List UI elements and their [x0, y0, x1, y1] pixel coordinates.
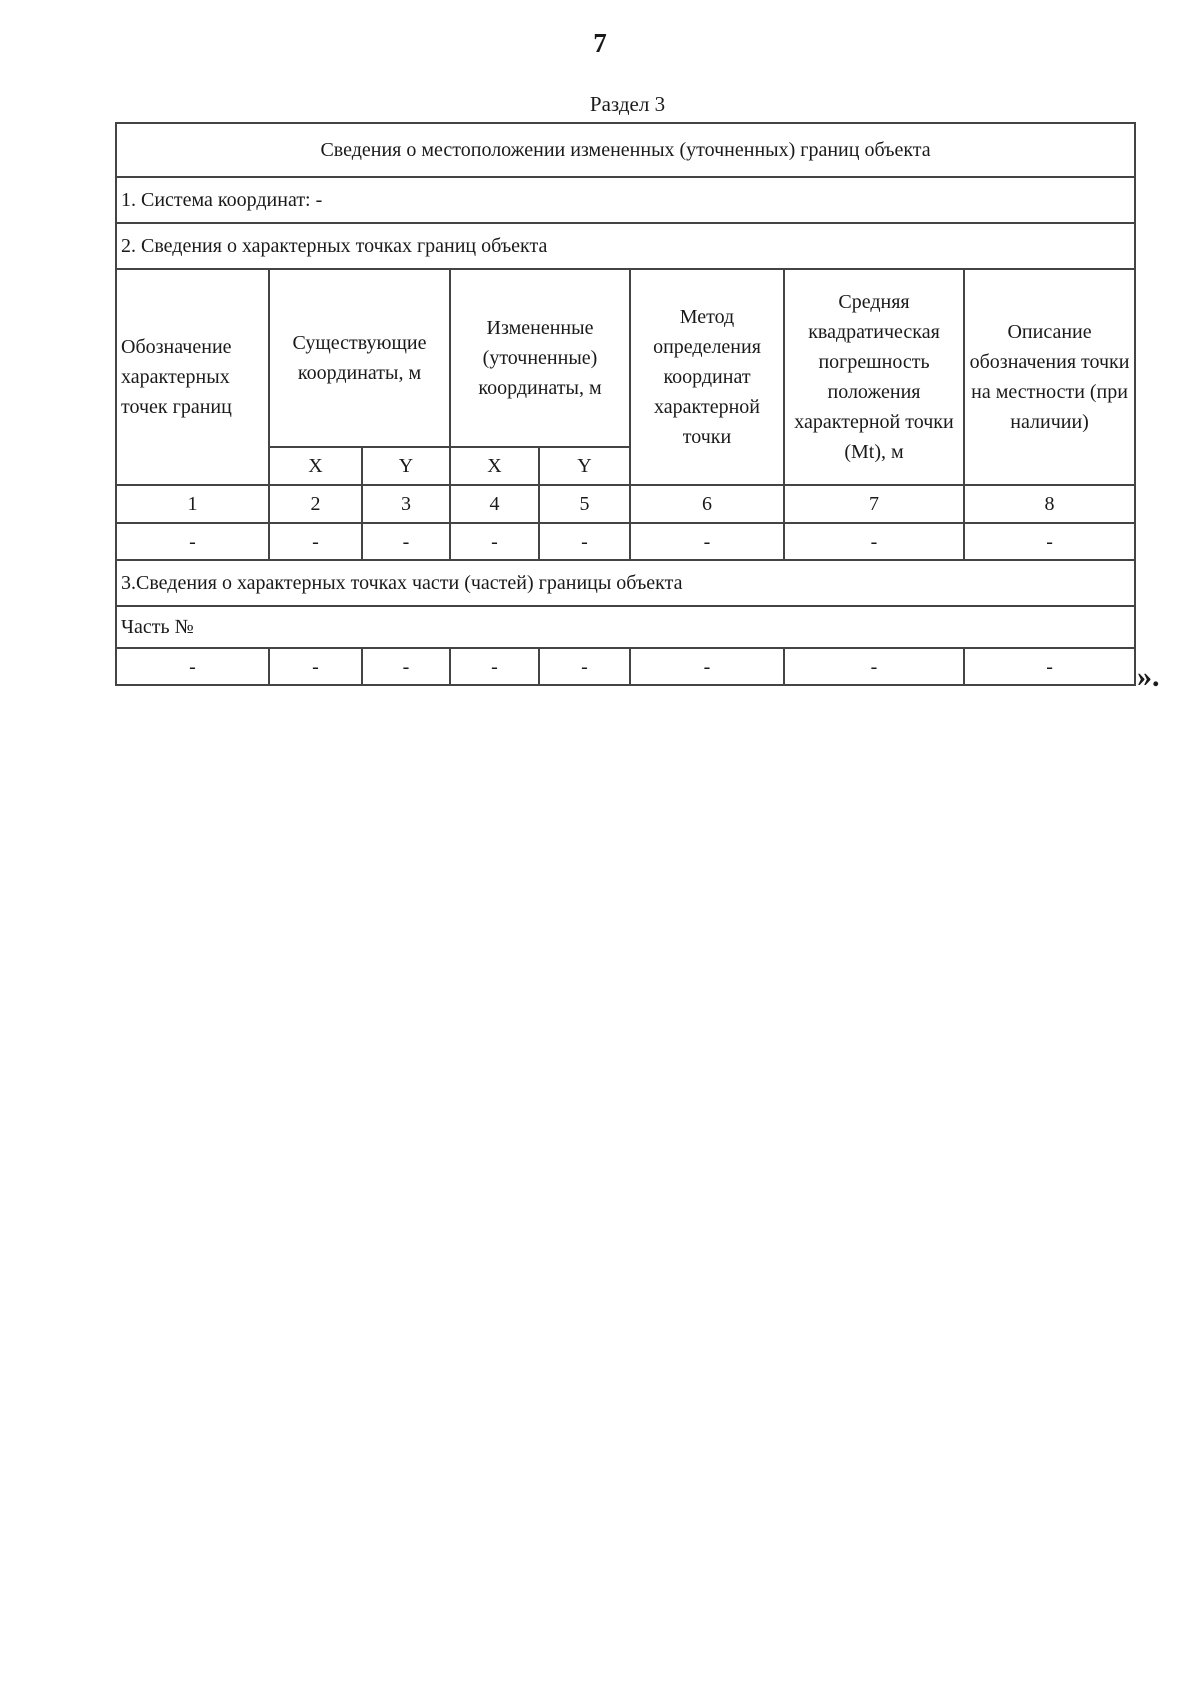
- page-number: 7: [593, 28, 607, 58]
- column-number: 2: [269, 485, 362, 523]
- table-cell: -: [116, 523, 269, 560]
- boundary-points-table: [115, 122, 1136, 686]
- table-cell: -: [116, 648, 269, 685]
- column-number: 5: [539, 485, 630, 523]
- table-cell: -: [964, 648, 1135, 685]
- table-cell: -: [964, 523, 1135, 560]
- column-number: 6: [630, 485, 784, 523]
- header-changed-coordinates: Измененные (уточненные) координаты, м: [450, 269, 630, 447]
- table-cell: -: [450, 648, 539, 685]
- table-cell: -: [269, 648, 362, 685]
- header-designation: Обозначение характерных точек границ: [116, 269, 269, 485]
- section-title: Раздел 3: [589, 92, 666, 116]
- column-number: 8: [964, 485, 1135, 523]
- table-cell: -: [630, 648, 784, 685]
- header-changed-y: Y: [539, 447, 630, 485]
- column-number: 4: [450, 485, 539, 523]
- table-cell: -: [362, 523, 450, 560]
- column-number: 7: [784, 485, 964, 523]
- part-number-row: Часть №: [116, 606, 1135, 648]
- closing-quote-mark: ».: [1137, 660, 1160, 693]
- table-cell: -: [630, 523, 784, 560]
- column-number: 3: [362, 485, 450, 523]
- table-cell: -: [784, 523, 964, 560]
- header-mean-error: Средняя квадратическая погрешность положения характерной точки (Mt), м: [784, 269, 964, 485]
- header-existing-x: X: [269, 447, 362, 485]
- header-existing-y: Y: [362, 447, 450, 485]
- coordinate-system-row: 1. Система координат: -: [116, 177, 1135, 223]
- header-changed-x: X: [450, 447, 539, 485]
- table-caption: Сведения о местоположении измененных (уточненных) границ объекта: [116, 123, 1135, 177]
- header-description: Описание обозначения точки на местности (при наличии): [964, 269, 1135, 485]
- header-existing-coordinates: Существующие координаты, м: [269, 269, 450, 447]
- column-number: 1: [116, 485, 269, 523]
- parts-heading-row: 3.Сведения о характерных точках части (частей) границы объекта: [116, 560, 1135, 606]
- table-row: [116, 523, 1135, 560]
- header-method: Метод определения координат характерной точки: [630, 269, 784, 485]
- column-numbers-row: [116, 485, 1135, 523]
- points-heading-row: 2. Сведения о характерных точках границ объекта: [116, 223, 1135, 269]
- table-cell: -: [784, 648, 964, 685]
- table-row: [116, 648, 1135, 685]
- table-cell: -: [539, 523, 630, 560]
- table-cell: -: [362, 648, 450, 685]
- table-cell: -: [450, 523, 539, 560]
- table-cell: -: [539, 648, 630, 685]
- table-cell: -: [269, 523, 362, 560]
